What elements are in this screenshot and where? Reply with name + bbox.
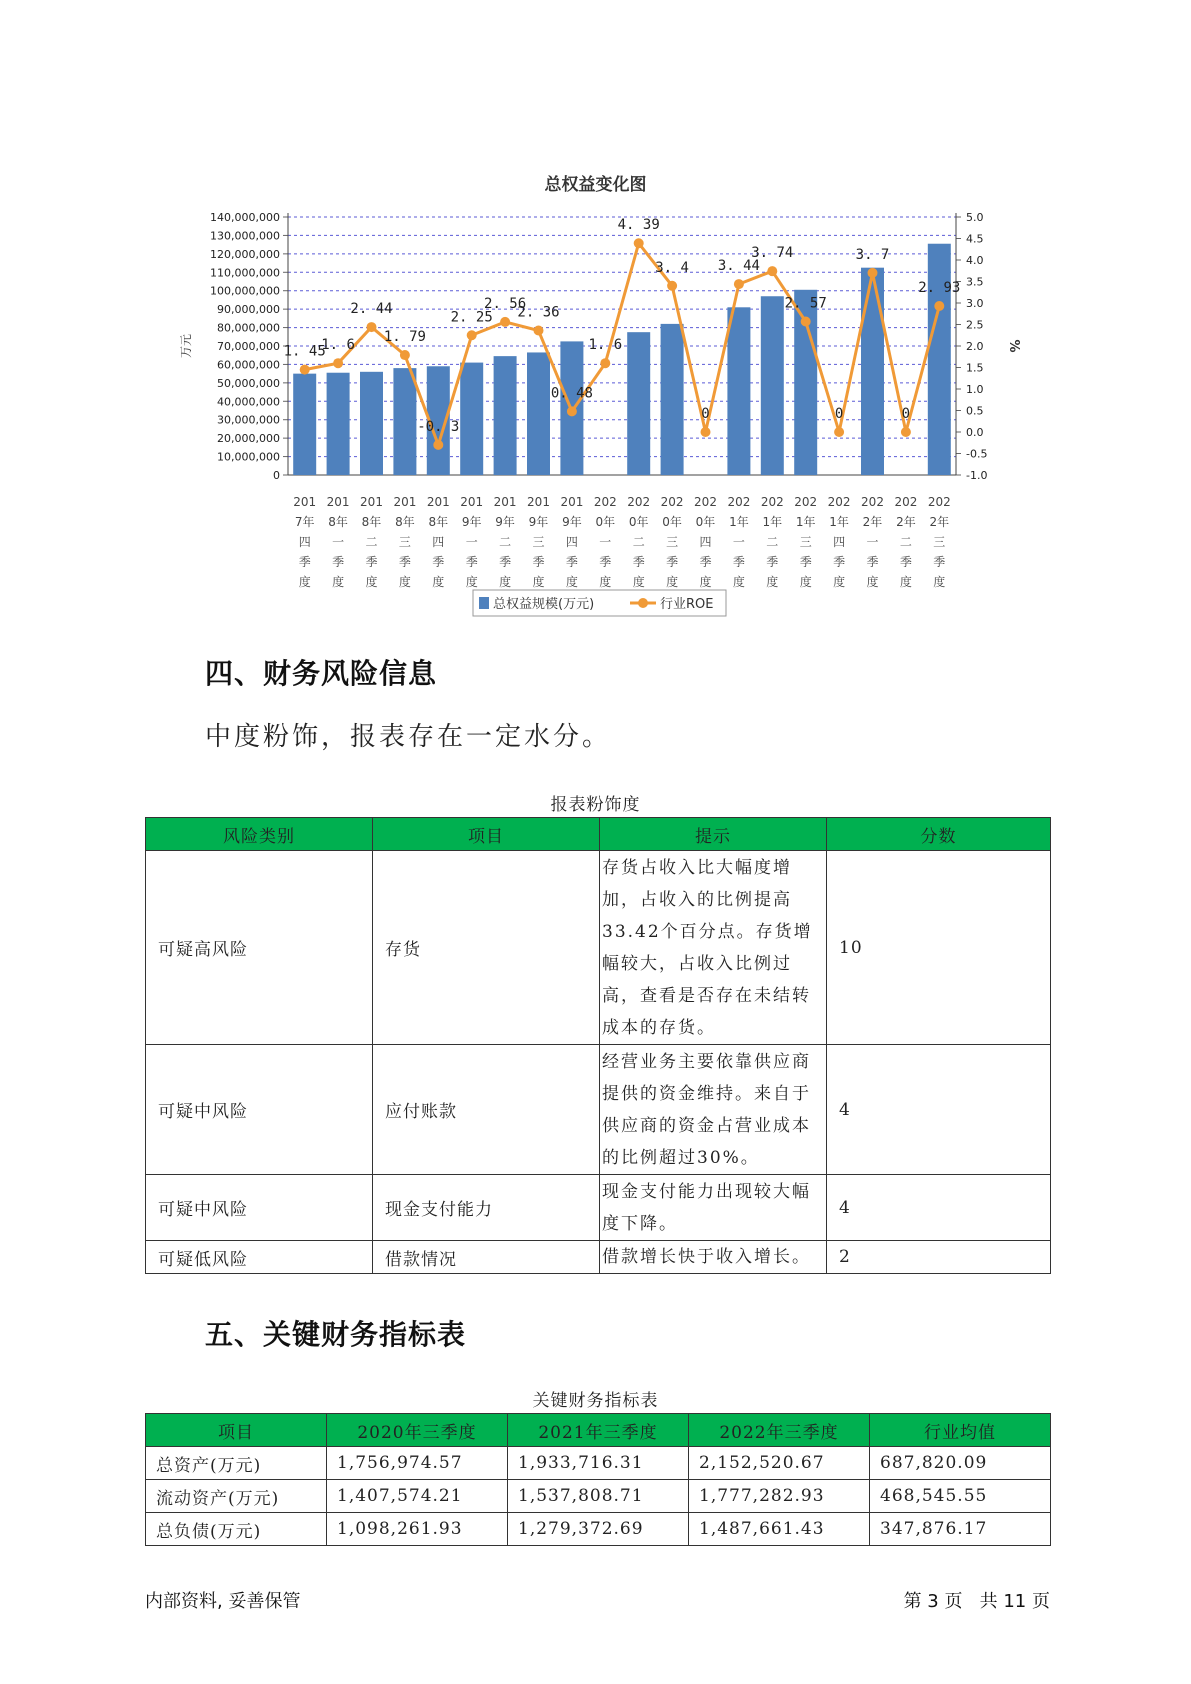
category-label: 8年 <box>361 515 382 529</box>
header-item: 项目 <box>373 818 600 851</box>
category-label: 201 <box>326 495 350 509</box>
category-label: 9年 <box>495 515 515 529</box>
risk-tip: 存货占收入比大幅度增加，占收入的比例提高33.42个百分点。存货增幅较大，占收入比例过高，查看是否存在未结转成本的存货。 <box>600 851 827 1045</box>
right-tick-label: 5.0 <box>966 211 984 224</box>
right-tick-label: 0.0 <box>966 426 984 439</box>
category-label: 度 <box>632 575 645 589</box>
roe-data-label: 0 <box>834 406 844 422</box>
category-label: 度 <box>899 575 912 589</box>
category-label: 1年 <box>795 515 816 529</box>
category-label: 一 <box>332 535 345 549</box>
kpi-value: 1,756,974.57 <box>327 1447 508 1480</box>
category-label: 季 <box>766 555 779 569</box>
equity-bar <box>761 296 784 475</box>
category-label: 度 <box>565 575 578 589</box>
header-industry-avg: 行业均值 <box>870 1414 1051 1447</box>
category-label: 9年 <box>461 515 482 529</box>
category-label: 季 <box>632 555 645 569</box>
category-label: 202 <box>694 495 717 509</box>
roe-data-label: 2. 57 <box>784 295 827 312</box>
category-label: 三 <box>799 535 812 549</box>
section-5-heading: 五、关键财务指标表 <box>205 1318 467 1351</box>
equity-chart <box>0 0 1191 640</box>
roe-data-label: 2. 25 <box>450 309 493 326</box>
category-label: 季 <box>799 555 812 569</box>
header-tip: 提示 <box>600 818 827 851</box>
category-label: 1年 <box>729 515 749 529</box>
left-tick-label: 80,000,000 <box>217 321 280 335</box>
risk-item: 存货 <box>373 851 600 1045</box>
left-tick-label: 110,000,000 <box>210 266 280 280</box>
category-label: 8年 <box>328 515 348 529</box>
right-tick-label: 4.0 <box>966 254 984 267</box>
category-label: 0年 <box>595 515 616 529</box>
roe-point <box>767 266 777 276</box>
right-tick-label: -0.5 <box>966 447 988 461</box>
category-label: 度 <box>465 575 478 589</box>
left-tick-label: 50,000,000 <box>217 376 280 390</box>
category-label: 季 <box>699 555 712 569</box>
right-tick-label: -1.0 <box>966 469 988 482</box>
kpi-value: 2,152,520.67 <box>689 1447 870 1480</box>
kpi-value: 1,407,574.21 <box>327 1480 508 1513</box>
category-label: 度 <box>599 575 612 589</box>
equity-bar <box>727 307 750 475</box>
category-label: 7年 <box>294 515 315 529</box>
roe-data-label: 1. 6 <box>588 337 623 354</box>
table-row <box>146 1045 1051 1175</box>
category-label: 季 <box>298 555 311 569</box>
category-label: 201 <box>527 495 550 509</box>
category-label: 季 <box>866 555 879 569</box>
category-label: 二 <box>632 535 645 549</box>
equity-bar <box>293 374 316 475</box>
left-tick-label: 70,000,000 <box>217 340 280 353</box>
category-label: 度 <box>732 575 745 589</box>
risk-category: 可疑低风险 <box>146 1241 373 1274</box>
left-tick-label: 100,000,000 <box>210 284 280 298</box>
category-label: 8年 <box>428 515 449 529</box>
footer-page-number: 第 3 页 共 11 页 <box>903 1591 1050 1612</box>
category-label: 二 <box>365 535 378 549</box>
roe-point <box>834 427 844 437</box>
roe-point <box>667 281 677 291</box>
right-axis-title: % <box>1006 339 1021 353</box>
chart-title: 总权益变化图 <box>544 175 647 195</box>
category-label: 201 <box>360 495 383 509</box>
risk-score: 10 <box>827 851 1051 1045</box>
risk-tip: 经营业务主要依靠供应商提供的资金维持。来自于供应商的资金占营业成本的比例超过30%。 <box>600 1045 827 1175</box>
roe-data-label: 2. 56 <box>484 295 527 312</box>
header-2021q3: 2021年三季度 <box>508 1414 689 1447</box>
kpi-value: 1,777,282.93 <box>689 1480 870 1513</box>
roe-point <box>701 427 711 437</box>
category-label: 度 <box>933 575 946 589</box>
category-label: 一 <box>599 535 612 549</box>
category-label: 度 <box>666 575 679 589</box>
category-label: 一 <box>866 535 879 549</box>
risk-category: 可疑中风险 <box>146 1045 373 1175</box>
category-label: 202 <box>760 495 784 509</box>
left-axis-title: 万元 <box>179 333 193 359</box>
category-label: 度 <box>766 575 779 589</box>
roe-point <box>934 301 944 311</box>
category-label: 度 <box>833 575 846 589</box>
category-label: 三 <box>398 535 411 549</box>
category-label: 季 <box>432 555 445 569</box>
risk-score: 4 <box>827 1175 1051 1241</box>
category-label: 201 <box>293 495 317 509</box>
table-row <box>146 851 1051 1045</box>
roe-point <box>801 316 811 326</box>
category-label: 202 <box>827 495 851 509</box>
category-label: 度 <box>398 575 411 589</box>
roe-point <box>868 268 878 278</box>
category-label: 201 <box>393 495 417 509</box>
kpi-value: 1,537,808.71 <box>508 1480 689 1513</box>
risk-item: 借款情况 <box>373 1241 600 1274</box>
category-label: 201 <box>460 495 484 509</box>
roe-data-label: 3. 4 <box>655 259 689 276</box>
roe-point <box>433 440 443 450</box>
kpi-value: 1,487,661.43 <box>689 1513 870 1546</box>
right-tick-label: 3.5 <box>966 275 984 289</box>
category-label: 9年 <box>528 515 549 529</box>
right-tick-label: 2.0 <box>966 340 984 353</box>
category-label: 2年 <box>929 515 950 529</box>
right-tick-label: 3.0 <box>966 297 984 310</box>
category-label: 四 <box>833 535 846 549</box>
kpi-label: 总资产(万元) <box>146 1447 327 1480</box>
legend-line-marker <box>638 598 648 608</box>
category-label: 三 <box>532 535 545 549</box>
roe-point <box>500 317 510 327</box>
roe-point <box>634 238 644 248</box>
risk-summary: 中度粉饰，报表存在一定水分。 <box>205 722 612 752</box>
category-label: 四 <box>298 535 311 549</box>
left-tick-label: 60,000,000 <box>217 358 280 372</box>
table-row <box>146 1513 1051 1546</box>
category-label: 度 <box>298 575 311 589</box>
category-label: 三 <box>933 535 946 549</box>
category-label: 二 <box>899 535 912 549</box>
right-tick-label: 4.5 <box>966 232 984 246</box>
kpi-table-header <box>146 1414 1051 1447</box>
risk-category: 可疑高风险 <box>146 851 373 1045</box>
roe-point <box>333 358 343 368</box>
roe-point <box>300 365 310 375</box>
category-label: 度 <box>332 575 345 589</box>
roe-point <box>734 279 744 289</box>
kpi-value: 687,820.09 <box>870 1447 1051 1480</box>
header-category: 风险类别 <box>146 818 373 851</box>
category-label: 202 <box>593 495 617 509</box>
category-label: 度 <box>699 575 712 589</box>
risk-tip: 现金支付能力出现较大幅度下降。 <box>600 1175 827 1241</box>
category-label: 季 <box>732 555 745 569</box>
category-label: 三 <box>666 535 679 549</box>
category-label: 季 <box>465 555 478 569</box>
category-label: 季 <box>933 555 946 569</box>
category-label: 201 <box>560 495 584 509</box>
footer-confidential: 内部资料, 妥善保管 <box>145 1591 301 1612</box>
roe-data-label: 3. 74 <box>751 245 794 262</box>
roe-point <box>400 350 410 360</box>
roe-data-label: -0. 3 <box>417 418 460 435</box>
kpi-label: 流动资产(万元) <box>146 1480 327 1513</box>
right-tick-label: 2.5 <box>966 318 984 332</box>
equity-bar <box>627 332 650 475</box>
equity-bar <box>327 373 350 475</box>
category-label: 202 <box>894 495 918 509</box>
table-row <box>146 1175 1051 1241</box>
roe-data-label: 3. 7 <box>855 246 890 263</box>
header-2022q3: 2022年三季度 <box>689 1414 870 1447</box>
roe-data-label: 2. 93 <box>918 280 961 297</box>
category-label: 202 <box>927 495 951 509</box>
left-tick-label: 30,000,000 <box>217 413 280 427</box>
risk-score: 4 <box>827 1045 1051 1175</box>
category-label: 四 <box>565 535 578 549</box>
roe-data-label: 1. 45 <box>283 343 326 360</box>
risk-table <box>145 817 1051 1274</box>
header-score: 分数 <box>827 818 1051 851</box>
roe-point <box>367 322 377 332</box>
kpi-value: 468,545.55 <box>870 1480 1051 1513</box>
kpi-value: 1,279,372.69 <box>508 1513 689 1546</box>
header-item: 项目 <box>146 1414 327 1447</box>
kpi-label: 总负债(万元) <box>146 1513 327 1546</box>
left-tick-label: 130,000,000 <box>210 229 280 243</box>
category-label: 1年 <box>829 515 849 529</box>
left-tick-label: 120,000,000 <box>210 247 280 261</box>
right-tick-label: 1.0 <box>966 383 984 396</box>
section-4-heading: 四、财务风险信息 <box>205 657 438 690</box>
category-label: 201 <box>493 495 517 509</box>
equity-bar <box>360 372 383 475</box>
risk-tip: 借款增长快于收入增长。 <box>600 1241 827 1274</box>
category-label: 一 <box>465 535 478 549</box>
category-label: 202 <box>660 495 684 509</box>
left-tick-label: 40,000,000 <box>217 395 280 409</box>
risk-score: 2 <box>827 1241 1051 1274</box>
roe-data-label: 2. 44 <box>350 301 393 318</box>
category-label: 季 <box>833 555 846 569</box>
category-label: 2年 <box>896 515 916 529</box>
kpi-table-caption: 关键财务指标表 <box>532 1391 659 1411</box>
equity-bar <box>393 368 416 475</box>
category-label: 度 <box>499 575 512 589</box>
risk-item: 现金支付能力 <box>373 1175 600 1241</box>
category-label: 201 <box>426 495 450 509</box>
category-label: 二 <box>766 535 779 549</box>
category-label: 0年 <box>695 515 716 529</box>
roe-data-label: 3. 44 <box>717 258 760 275</box>
roe-data-label: 0 <box>901 406 911 422</box>
left-tick-label: 20,000,000 <box>217 432 280 446</box>
category-label: 202 <box>861 495 884 509</box>
roe-point <box>467 330 477 340</box>
kpi-table <box>145 1413 1051 1546</box>
category-label: 季 <box>398 555 411 569</box>
roe-data-label: 1. 79 <box>383 329 426 346</box>
kpi-value: 1,933,716.31 <box>508 1447 689 1480</box>
category-label: 度 <box>432 575 445 589</box>
equity-bar <box>928 244 951 475</box>
category-label: 度 <box>866 575 879 589</box>
kpi-value: 1,098,261.93 <box>327 1513 508 1546</box>
risk-category: 可疑中风险 <box>146 1175 373 1241</box>
roe-point <box>901 427 911 437</box>
category-label: 9年 <box>562 515 582 529</box>
category-label: 202 <box>727 495 751 509</box>
roe-data-label: 2. 36 <box>517 304 560 321</box>
header-2020q3: 2020年三季度 <box>327 1414 508 1447</box>
left-tick-label: 90,000,000 <box>217 303 280 317</box>
category-label: 8年 <box>395 515 415 529</box>
category-label: 1年 <box>762 515 783 529</box>
category-label: 季 <box>666 555 679 569</box>
category-label: 202 <box>627 495 651 509</box>
equity-bar <box>661 324 684 475</box>
table-row <box>146 1447 1051 1480</box>
roe-data-label: 0 <box>701 406 710 422</box>
category-label: 季 <box>565 555 578 569</box>
category-label: 度 <box>365 575 378 589</box>
equity-bar <box>527 352 550 475</box>
left-tick-label: 10,000,000 <box>217 450 280 464</box>
category-label: 0年 <box>662 515 682 529</box>
category-label: 季 <box>599 555 612 569</box>
right-tick-label: 0.5 <box>966 404 984 418</box>
category-label: 季 <box>365 555 378 569</box>
risk-table-header <box>146 818 1051 851</box>
category-label: 季 <box>899 555 912 569</box>
risk-item: 应付账款 <box>373 1045 600 1175</box>
roe-point <box>600 358 610 368</box>
roe-point <box>567 406 577 416</box>
legend-line-label: 行业ROE <box>660 597 714 612</box>
category-label: 二 <box>499 535 512 549</box>
category-label: 2年 <box>862 515 883 529</box>
left-tick-label: 0 <box>273 469 280 482</box>
category-label: 四 <box>699 535 712 549</box>
table-row <box>146 1480 1051 1513</box>
equity-bar <box>460 363 483 475</box>
category-label: 0年 <box>628 515 649 529</box>
left-tick-label: 140,000,000 <box>210 211 280 224</box>
legend-bar-label: 总权益规模(万元) <box>493 597 595 612</box>
roe-data-label: 1. 6 <box>321 337 355 354</box>
category-label: 度 <box>532 575 545 589</box>
kpi-value: 347,876.17 <box>870 1513 1051 1546</box>
roe-point <box>534 326 544 336</box>
risk-table-caption: 报表粉饰度 <box>550 795 641 815</box>
category-label: 一 <box>732 535 745 549</box>
category-label: 四 <box>432 535 445 549</box>
equity-bar <box>494 356 517 475</box>
equity-bar <box>861 268 884 475</box>
category-label: 202 <box>794 495 818 509</box>
roe-data-label: 0. 48 <box>550 385 593 402</box>
table-row <box>146 1241 1051 1274</box>
right-tick-label: 1.5 <box>966 361 984 375</box>
category-label: 度 <box>799 575 812 589</box>
category-label: 季 <box>332 555 345 569</box>
category-label: 季 <box>499 555 512 569</box>
roe-data-label: 4. 39 <box>617 217 660 234</box>
legend-bar-swatch <box>479 597 489 609</box>
category-label: 季 <box>532 555 545 569</box>
